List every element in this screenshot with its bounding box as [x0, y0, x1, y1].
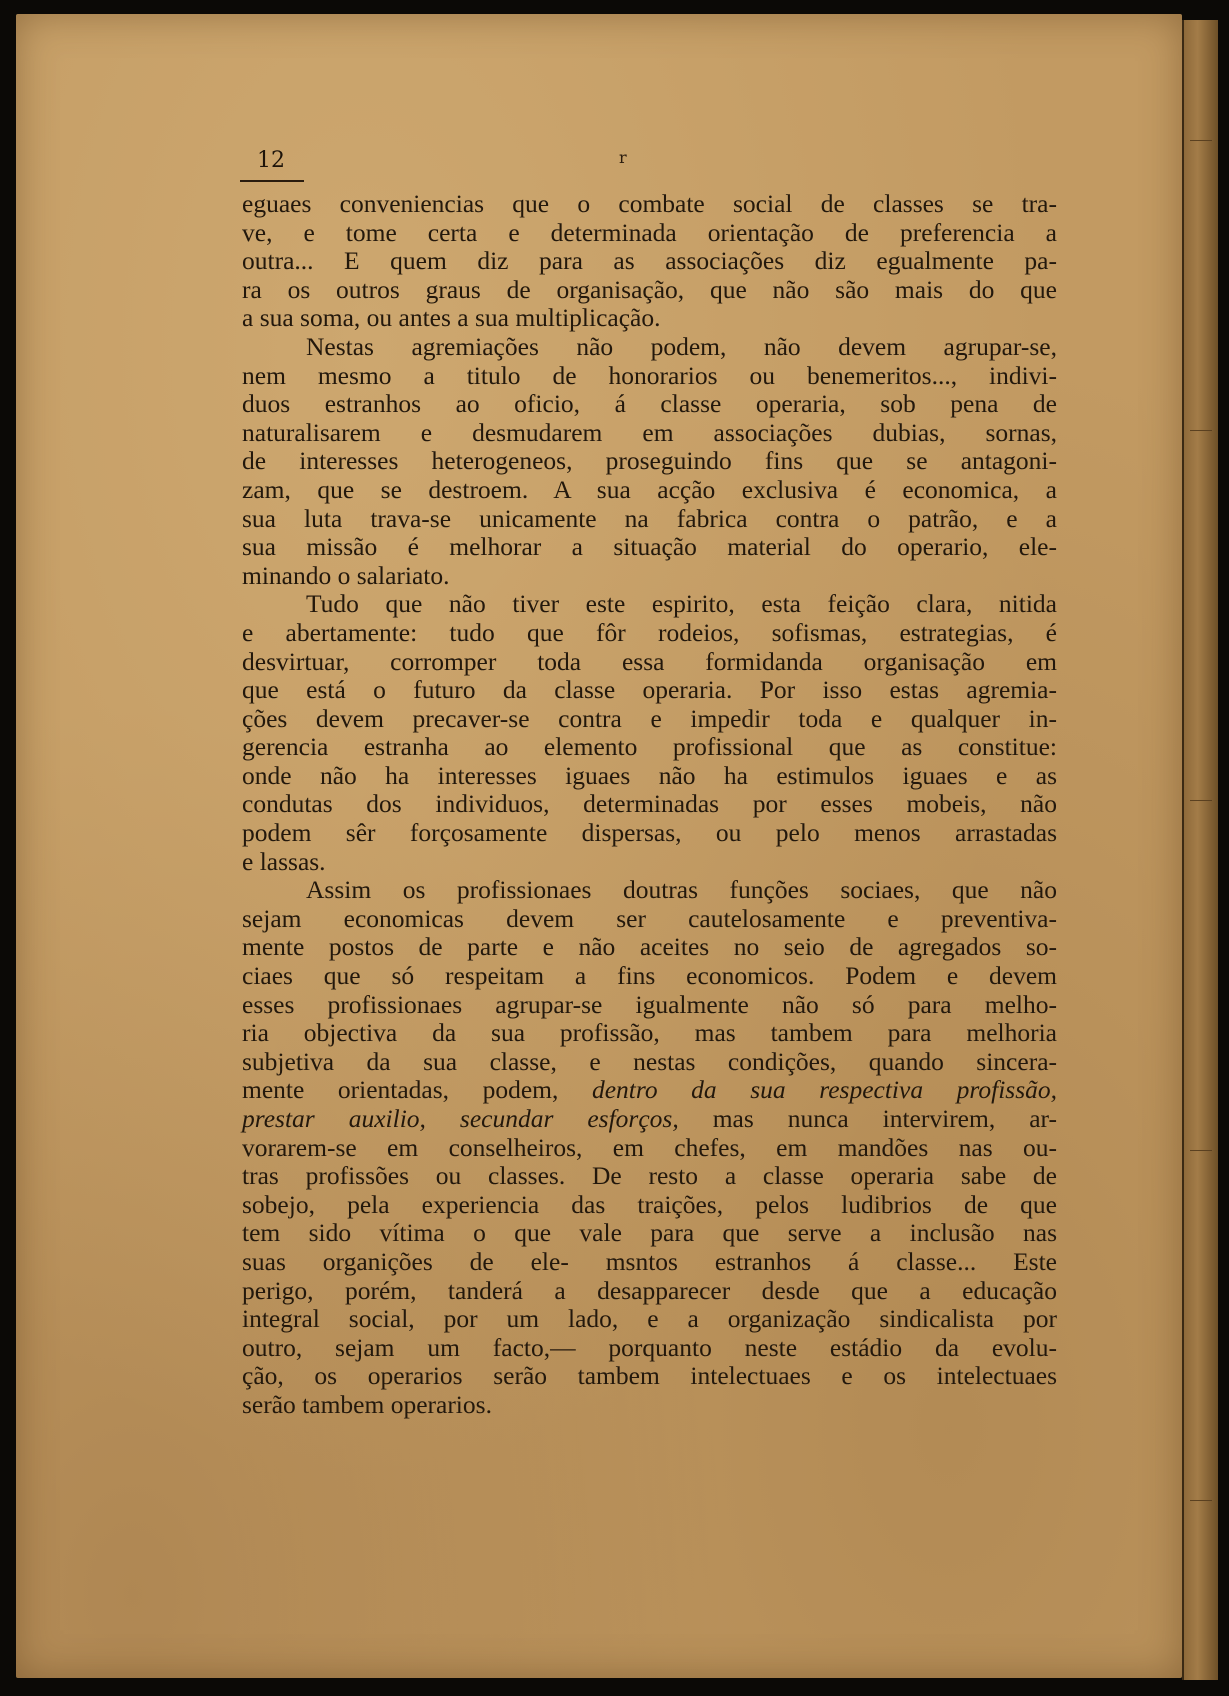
text-line: gerencia estranha ao elemento profissional que as constitue: — [242, 732, 1057, 762]
page-number: 12 — [257, 148, 285, 173]
text-line: minando o salariato. — [242, 560, 450, 590]
text-line: condutas dos individuos, determinadas por esses mobeis, não — [242, 789, 1057, 819]
text-line: desvirtuar, corromper toda essa formidanda organisação em — [242, 646, 1057, 676]
text-line: eguaes conveniencias que o combate social de classes se tra- — [242, 189, 1057, 218]
text-line: que está o futuro da classe operaria. Por isso estas agremia- — [242, 675, 1057, 705]
text-line: outro, sejam um facto,— porquanto neste estádio da evolu- — [242, 1332, 1057, 1362]
edge-mark — [1190, 800, 1212, 801]
text-line: integral social, por um lado, e a organização sindicalista por — [242, 1304, 1057, 1334]
edge-mark — [1190, 1150, 1212, 1151]
edge-mark — [1190, 1500, 1212, 1501]
text-line: de interesses heterogeneos, proseguindo fins que se antagoni- — [242, 446, 1057, 476]
text-line: ções devem precaver-se contra e impedir toda e qualquer in- — [242, 703, 1057, 733]
text-line: zam, que se destroem. A sua acção exclusiva é economica, a — [242, 474, 1057, 504]
text-line: sua luta trava-se unicamente na fabrica contra o patrão, e a — [242, 503, 1057, 533]
text-run: mente orientadas, podem, — [242, 1075, 592, 1105]
text-line: sua missão é melhorar a situação material do operario, ele- — [242, 532, 1057, 562]
text-run: mas nunca intervirem, ar- — [712, 1104, 1057, 1133]
text-line: podem sêr forçosamente dispersas, ou pelo menos arrastadas — [242, 818, 1057, 848]
paragraph-3 — [242, 590, 1057, 876]
text-line: ção, os operarios serão tambem intelectuaes e os intelectuaes — [242, 1361, 1057, 1391]
edge-mark — [1190, 140, 1212, 141]
text-line: Tudo que não tiver este espirito, esta feição clara, nitida — [306, 589, 1057, 619]
text-line: serão tambem operarios. — [242, 1389, 492, 1419]
text-line-mixed — [242, 1076, 1057, 1105]
italic-run: dentro da sua respectiva profissão, — [591, 1075, 1058, 1105]
italic-run: secundar esforços, — [459, 1104, 713, 1133]
page-number-rule — [240, 180, 304, 182]
text-line: tem sido vítima o que vale para que serve a inclusão nas — [242, 1218, 1057, 1248]
text-line: duos estranhos ao oficio, á classe operaria, sob pena de — [242, 389, 1057, 419]
text-line: a sua soma, ou antes a sua multiplicação. — [242, 303, 661, 333]
text-line: onde não ha interesses iguaes não ha estimulos iguaes e as — [242, 760, 1057, 790]
text-line: ra os outros graus de organisação, que não são mais do que — [242, 274, 1057, 304]
text-line: tras profissões ou classes. De resto a classe operaria sabe de — [242, 1161, 1057, 1191]
text-line: e lassas. — [242, 846, 326, 876]
text-line: suas organições de ele- msntos estranhos á classe... Este — [242, 1246, 1057, 1276]
text-line: sejam economicas devem ser cautelosamente e preventiva- — [242, 903, 1057, 933]
text-line: mente postos de parte e não aceites no seio de agregados so- — [242, 932, 1057, 962]
text-line: ria objectiva da sua profissão, mas tambem para melhoria — [242, 1018, 1057, 1048]
text-line: ciaes que só respeitam a fins economicos. Podem e devem — [242, 961, 1057, 991]
text-line: Assim os profissionaes doutras funções sociaes, que não — [306, 875, 1057, 905]
text-line: outra... E quem diz para as associações diz egualmente pa- — [242, 246, 1057, 276]
text-line-mixed — [242, 1105, 1057, 1134]
paragraph-4 — [242, 876, 1057, 1419]
italic-run: prestar auxilio, — [242, 1104, 460, 1133]
paragraph-2 — [242, 333, 1057, 590]
edge-mark — [1190, 430, 1212, 431]
text-line: nem mesmo a titulo de honorarios ou benemeritos..., indivi- — [242, 360, 1057, 390]
text-line: perigo, porém, tanderá a desapparecer desde que a educação — [242, 1275, 1057, 1305]
text-line: vorarem-se em conselheiros, em chefes, em mandões nas ou- — [242, 1132, 1057, 1162]
body-text — [242, 190, 1057, 1420]
text-line: subjetiva da sua classe, e nestas condições, quando sincera- — [242, 1046, 1057, 1076]
text-line: e abertamente: tudo que fôr rodeios, sofismas, estrategias, é — [242, 617, 1057, 647]
text-line: Nestas agremiações não podem, não devem agrupar-se, — [306, 331, 1057, 361]
text-line: ve, e tome certa e determinada orientação de preferencia a — [242, 217, 1057, 247]
ink-speck: r — [619, 148, 627, 167]
text-line: naturalisarem e desmudarem em associações dubias, sornas, — [242, 417, 1057, 447]
text-line: esses profissionaes agrupar-se igualmente não só para melho- — [242, 989, 1057, 1019]
text-line: sobejo, pela experiencia das traições, pelos ludibrios de que — [242, 1189, 1057, 1219]
page-edge-stack — [1182, 20, 1218, 1680]
paragraph-1 — [242, 190, 1057, 333]
